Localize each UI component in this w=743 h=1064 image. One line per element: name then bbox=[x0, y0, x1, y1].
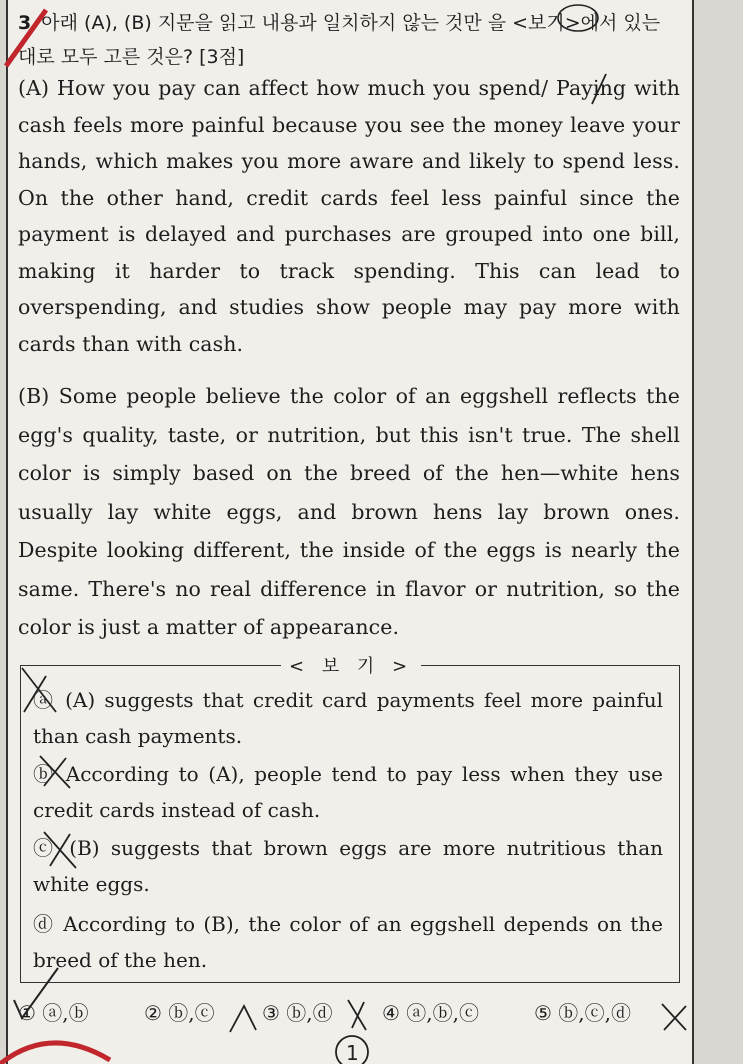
choice-3[interactable]: ③ ⓑ,ⓓ bbox=[262, 1001, 333, 1025]
choice-1[interactable]: ① ⓐ,ⓑ bbox=[18, 1001, 89, 1025]
choice-5[interactable]: ⑤ ⓑ,ⓒ,ⓓ bbox=[534, 1001, 632, 1025]
choice-2[interactable]: ② ⓑ,ⓒ bbox=[144, 1001, 215, 1025]
bogi-title: < 보 기 > bbox=[281, 652, 421, 678]
circled-note-text: 1 bbox=[346, 1041, 359, 1064]
question-prompt: 아래 (A), (B) 지문을 읽고 내용과 일치하지 않는 것만 을 <보기>에서 있는 대로 모두 고른 것은? [3점] bbox=[18, 12, 661, 68]
passage-a: (A) How you pay can affect how much you spend/ Paying with cash feels more painful because you see the money leave your hands, which makes you more aware and likely to spend less. On the other hand, credit cards feel less painful since the payment is delayed and purchases are grouped into one bill, making it harder to track spending. This can lead to overspending, and studies show people may pay more with cards than with cash. bbox=[18, 76, 680, 356]
question-number: 3 bbox=[18, 12, 32, 34]
choice-4[interactable]: ④ ⓐ,ⓑ,ⓒ bbox=[382, 1001, 480, 1025]
question-header bbox=[18, 6, 678, 74]
bogi-item-a: ⓐ (A) suggests that credit card payments feel more painful than cash payments. bbox=[33, 688, 663, 748]
passage-b: (B) Some people believe the color of an eggshell reflects the egg's quality, taste, or nutrition, but this isn't true. The shell color is simply based on the breed of the hen—white hens usually lay white eggs, and brown hens lay brown ones. Despite looking different, the inside of the eggs is nearly the same. There's no real difference in flavor or nutrition, so the color is just a matter of appearance. bbox=[18, 384, 680, 639]
bogi-item-b: ⓑ According to (A), people tend to pay less when they use credit cards instead of cash. bbox=[33, 762, 663, 822]
bogi-box bbox=[20, 656, 680, 983]
bogi-item-c: ⓒ (B) suggests that brown eggs are more nutritious than white eggs. bbox=[33, 836, 663, 896]
answer-choices bbox=[18, 996, 698, 1030]
bogi-item-d: ⓓ According to (B), the color of an eggshell depends on the breed of the hen. bbox=[33, 912, 663, 972]
